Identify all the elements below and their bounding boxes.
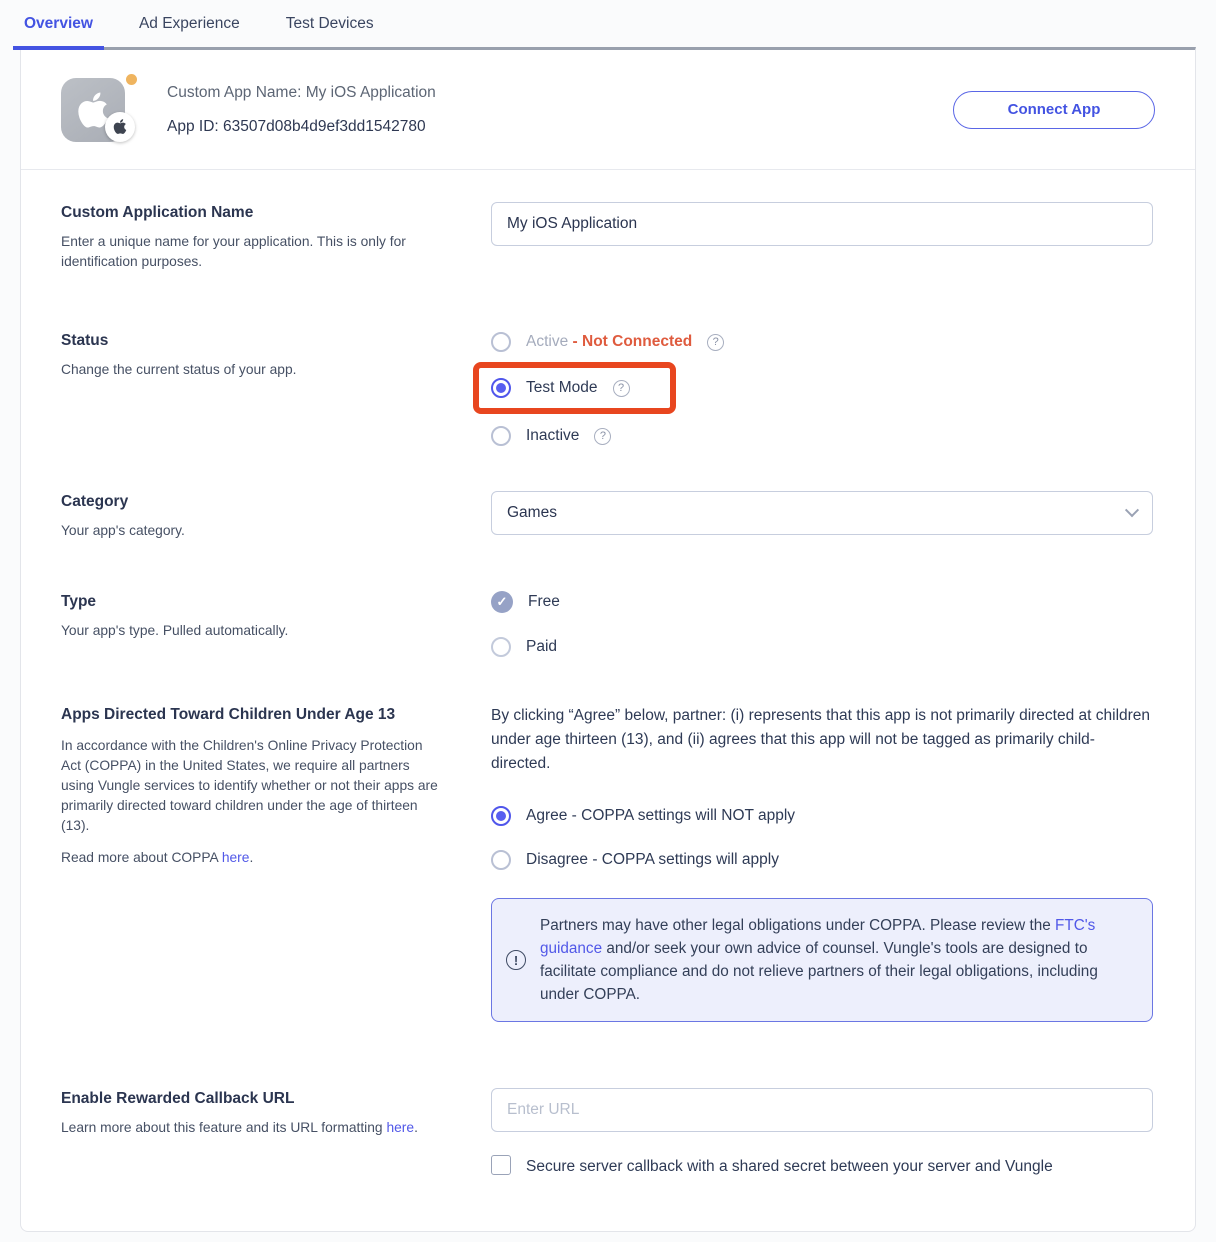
radio-disagree[interactable] <box>491 850 511 870</box>
radio-inactive[interactable] <box>491 426 511 446</box>
tab-test-devices[interactable] <box>275 0 385 47</box>
coppa-read-more: Read more about COPPA here. <box>61 850 254 865</box>
radio-active[interactable] <box>491 332 511 352</box>
status-inactive-label: Inactive <box>526 427 580 444</box>
coppa-notice-box <box>491 898 1153 1022</box>
type-option-paid <box>491 637 1153 657</box>
category-label: Category <box>61 493 129 510</box>
radio-test-mode[interactable] <box>491 378 511 398</box>
custom-name-label: Custom Application Name <box>61 204 254 221</box>
status-option-inactive[interactable] <box>491 426 1153 446</box>
coppa-disagree-label: Disagree - COPPA settings will apply <box>526 851 779 868</box>
row-coppa <box>61 704 1155 1022</box>
coppa-desc: In accordance with the Children's Online Privacy Protection Act (COPPA) in the United States, we require all partners using Vungle services to identify whether or not their apps are primarily directed toward children under the age of thirteen (13). <box>61 738 438 833</box>
custom-app-name-line: Custom App Name: My iOS Application <box>167 83 436 101</box>
tab-overview[interactable] <box>13 0 104 47</box>
settings-form <box>21 202 1195 1179</box>
app-header-text <box>167 84 436 136</box>
tab-ad-experience[interactable] <box>128 0 251 47</box>
check-circle-icon: ✓ <box>491 591 513 613</box>
type-free-label: Free <box>528 593 560 610</box>
category-select[interactable] <box>491 491 1153 535</box>
radio-agree[interactable] <box>491 806 511 826</box>
coppa-notice-text: Partners may have other legal obligations under COPPA. Please review the FTC's guidance and/or seek your own advice of counsel. Vungle's tools are designed to facilitate compliance and do not relieve partners of their legal obligations, including under COPPA. <box>540 917 1098 1003</box>
coppa-agree-label: Agree - COPPA settings will NOT apply <box>526 807 796 824</box>
status-label: Status <box>61 332 109 349</box>
custom-name-input[interactable] <box>491 202 1153 246</box>
status-option-test-mode[interactable] <box>491 378 630 398</box>
secure-callback-option[interactable] <box>491 1154 1153 1179</box>
app-settings-card <box>20 47 1196 1232</box>
callback-url-input[interactable] <box>491 1088 1153 1132</box>
type-label: Type <box>61 593 97 610</box>
custom-name-desc: Enter a unique name for your application. This is only for identification purposes. <box>61 234 406 269</box>
help-icon-active[interactable] <box>707 334 724 351</box>
coppa-here-link[interactable]: here <box>221 850 250 865</box>
coppa-option-disagree[interactable] <box>491 850 1153 870</box>
row-type <box>61 591 1155 657</box>
ftc-guidance-link[interactable]: FTC's guidance <box>540 917 1096 957</box>
row-callback-url <box>61 1088 1155 1179</box>
type-paid-label: Paid <box>526 638 558 655</box>
secure-callback-checkbox[interactable] <box>491 1155 511 1175</box>
coppa-agreement-paragraph: By clicking “Agree” below, partner: (i) represents that this app is not primarily directed at children under age thirteen (13), and (ii) agrees that this app will not be tagged as primarily child-directed. <box>491 707 1151 772</box>
status-test-mode-label: Test Mode <box>526 379 598 396</box>
callback-here-link[interactable]: here <box>386 1120 415 1135</box>
app-icon <box>61 74 139 146</box>
status-desc: Change the current status of your app. <box>61 362 297 377</box>
alert-circle-icon <box>506 950 526 970</box>
type-option-free <box>491 591 1153 613</box>
status-option-active[interactable] <box>491 332 1153 352</box>
status-dot-icon <box>126 74 137 85</box>
secure-callback-label: Secure server callback with a shared secret between your server and Vungle <box>526 1158 1053 1175</box>
tab-test-devices-label: Test Devices <box>285 14 374 32</box>
callback-desc: Learn more about this feature and its URL formatting here. <box>61 1120 418 1135</box>
app-id-line: App ID: 63507d08b4d9ef3dd1542780 <box>167 117 426 135</box>
tab-overview-label: Overview <box>24 14 93 32</box>
apple-platform-badge-icon <box>105 112 135 142</box>
category-selected-value: Games <box>507 504 557 521</box>
help-icon-inactive[interactable] <box>594 428 611 445</box>
category-desc: Your app's category. <box>61 523 185 538</box>
app-header <box>21 50 1195 170</box>
coppa-option-agree[interactable] <box>491 806 1153 826</box>
radio-paid <box>491 637 511 657</box>
row-category <box>61 491 1155 541</box>
callback-label: Enable Rewarded Callback URL <box>61 1090 295 1107</box>
connect-app-button[interactable]: Connect App <box>953 91 1155 129</box>
coppa-heading: Apps Directed Toward Children Under Age 13 <box>61 706 396 723</box>
row-status <box>61 330 1155 446</box>
tab-ad-experience-label: Ad Experience <box>138 14 240 32</box>
help-icon-test-mode[interactable] <box>613 380 630 397</box>
tab-bar <box>0 0 1216 47</box>
status-active-label: Active - Not Connected <box>526 333 693 350</box>
type-desc: Your app's type. Pulled automatically. <box>61 623 289 638</box>
annotation-highlight-box <box>473 362 676 414</box>
row-custom-application-name <box>61 202 1155 272</box>
chevron-down-icon <box>1125 503 1139 517</box>
